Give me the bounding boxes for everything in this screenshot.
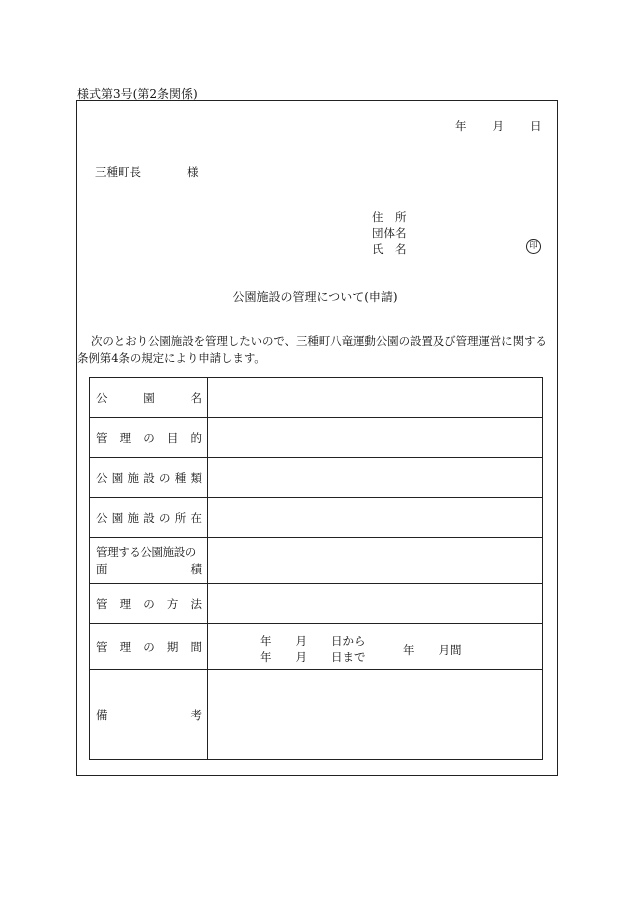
purpose-label: 管 理 の 目 的 [90,418,208,458]
name-label: 氏 名 [372,242,407,256]
facility-area-field[interactable] [208,538,543,584]
method-label: 管 理 の 方 法 [90,584,208,624]
document-title: 公園施設の管理について(申請) [232,290,398,304]
period-label: 管 理 の 期 間 [90,624,208,670]
park-name-label: 公 園 名 [90,378,208,418]
table-row [90,498,543,538]
park-name-field[interactable] [208,378,543,418]
facility-type-field[interactable] [208,458,543,498]
period-field[interactable] [208,624,543,670]
form-number: 様式第3号(第2条関係) [77,87,198,101]
table-row [90,378,543,418]
date-day-label: 日 [530,119,542,133]
facility-location-label: 公 園 施 設 の 所 在 [90,498,208,538]
facility-area-label: 管理する公園施設の 面 積 [90,538,208,584]
addressee-name: 三種町長 [95,165,141,179]
table-row [90,670,543,760]
group-name-label: 団体名 [372,226,407,240]
remarks-label: 備 考 [90,670,208,760]
date-year-label: 年 [455,119,467,133]
applicant-block [372,209,407,257]
period-range: 年 月 日から 年 月 日まで [260,634,366,664]
facility-location-field[interactable] [208,498,543,538]
period-duration: 年 月間 [403,643,462,657]
remarks-field[interactable] [208,670,543,760]
method-field[interactable] [208,584,543,624]
application-table [89,377,543,760]
addressee [95,164,199,180]
table-row [90,538,543,584]
table-row [90,458,543,498]
seal-mark: 印 [526,239,541,254]
table-row [90,584,543,624]
table-row [90,624,543,670]
date-line [455,118,542,134]
date-month-label: 月 [492,119,504,133]
addressee-honorific: 様 [187,165,199,179]
body-text: 次のとおり公園施設を管理したいので、三種町八竜運動公園の設置及び管理運営に関する条例第4条の規定により申請します。 [77,334,547,365]
facility-type-label: 公 園 施 設 の 種 類 [90,458,208,498]
table-row [90,418,543,458]
purpose-field[interactable] [208,418,543,458]
address-label: 住 所 [372,210,407,224]
